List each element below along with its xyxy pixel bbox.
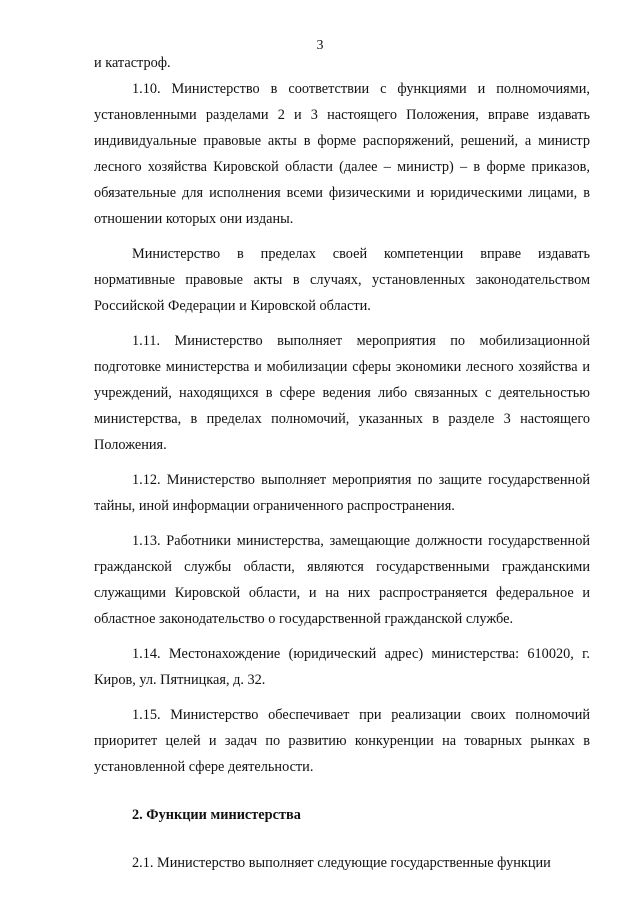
section-2-heading: 2. Функции министерства	[132, 807, 301, 823]
paragraph-2-1: 2.1. Министерство выполняет следующие государственные функции	[132, 855, 551, 871]
document-body	[94, 50, 590, 876]
paragraph-1-10-normative: Министерство в пределах своей компетенции вправе издавать нормативные правовые акты в случаях, установленных законодательством Российской Федерации и Кировской области.	[94, 246, 590, 314]
paragraph-1-13: 1.13. Работники министерства, замещающие должности государственной гражданской службы области, являются государственными гражданскими служащими Кировской области, и на них распространяется федеральное и областное законодательство о государственной гражданской службе.	[94, 533, 590, 627]
paragraph-1-12: 1.12. Министерство выполняет мероприятия по защите государственной тайны, иной информации ограниченного распространения.	[94, 472, 590, 514]
page-number: 3	[316, 38, 324, 53]
paragraph-1-15: 1.15. Министерство обеспечивает при реализации своих полномочий приоритет целей и задач по развитию конкуренции на товарных рынках в установленной сфере деятельности.	[94, 707, 590, 775]
paragraph-1-14: 1.14. Местонахождение (юридический адрес) министерства: 610020, г. Киров, ул. Пятницкая, д. 32.	[94, 646, 590, 688]
paragraph-1-11: 1.11. Министерство выполняет мероприятия по мобилизационной подготовке министерства и мобилизации сферы экономики лесного хозяйства и учреждений, находящихся в сфере ведения либо связанных с деятельностью министерства, в пределах полномочий, указанных в разделе 3 настоящего Положения.	[94, 333, 590, 453]
paragraph-continuation: и катастроф.	[94, 55, 171, 71]
paragraph-1-10: 1.10. Министерство в соответствии с функциями и полномочиями, установленными разделами 2 и 3 настоящего Положения, вправе издавать индивидуальные правовые акты в форме распоряжений, решений, а министр лесного хозяйства Кировской области (далее – министр) – в форме приказов, обязательные для исполнения всеми физическими и юридическими лицами, в отношении которых они изданы.	[94, 81, 590, 227]
